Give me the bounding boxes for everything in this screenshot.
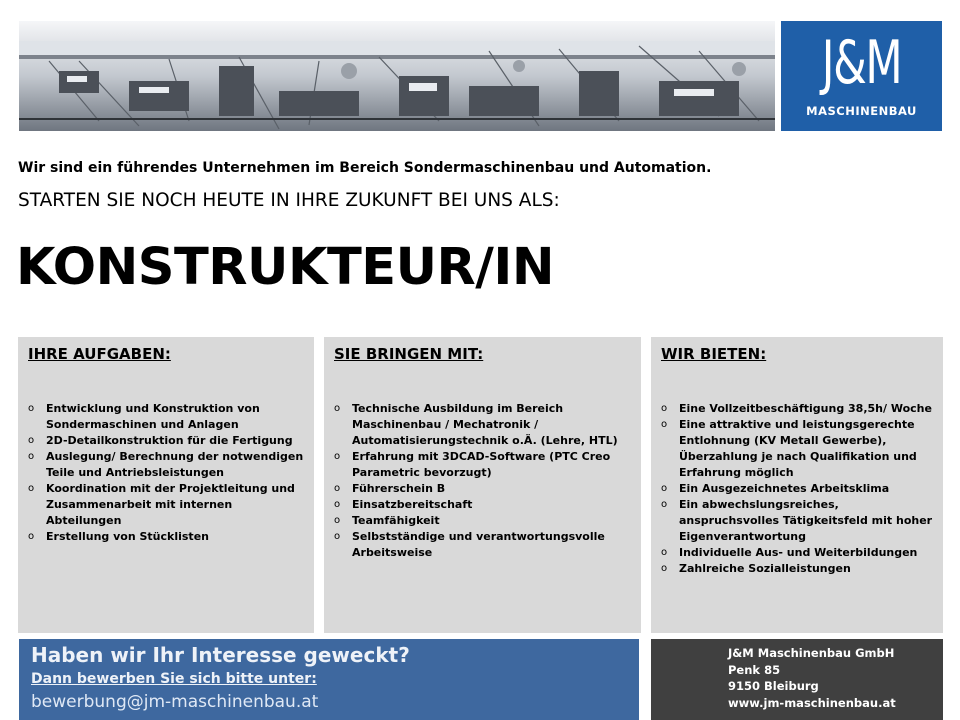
list-item: o Selbstständige und verantwortungsvolle Arbeitsweise — [334, 529, 631, 561]
list-item: o Zahlreiche Sozialleistungen — [661, 561, 933, 577]
list-item: o Einsatzbereitschaft — [334, 497, 631, 513]
benefits-column — [651, 337, 943, 633]
machinery-illustration — [19, 21, 775, 131]
benefits-list — [661, 401, 933, 577]
benefits-heading: WIR BIETEN: — [661, 345, 767, 363]
list-item: o Erstellung von Stücklisten — [28, 529, 304, 545]
list-item: o Technische Ausbildung im Bereich Maschinenbau / Mechatronik / Automatisierungstechnik o.Ä. (Lehre, HTL) — [334, 401, 631, 449]
company-address — [651, 639, 943, 720]
requirements-column — [324, 337, 641, 633]
requirements-list — [334, 401, 631, 561]
list-item: o Koordination mit der Projektleitung und Zusammenarbeit mit internen Abteilungen — [28, 481, 304, 529]
city: 9150 Bleiburg — [728, 679, 819, 693]
logo-mark: J&M — [821, 28, 902, 98]
list-item: o Auslegung/ Berechnung der notwendigen Teile und Antriebsleistungen — [28, 449, 304, 481]
application-cta — [19, 639, 639, 720]
list-item: o Teamfähigkeit — [334, 513, 631, 529]
header-banner-image — [19, 21, 775, 131]
application-email-link[interactable]: bewerbung@jm-maschinenbau.at — [31, 692, 319, 712]
company-name: J&M Maschinenbau GmbH — [728, 646, 895, 660]
intro-text: Wir sind ein führendes Unternehmen im Bereich Sondermaschinenbau und Automation. — [18, 160, 712, 176]
list-item: o Eine attraktive und leistungsgerechte Entlohnung (KV Metall Gewerbe), Überzahlung je nach Qualifikation und Erfahrung möglich — [661, 417, 933, 481]
requirements-heading: SIE BRINGEN MIT: — [334, 345, 484, 363]
tasks-list — [28, 401, 304, 545]
tasks-heading: IHRE AUFGABEN: — [28, 345, 171, 363]
job-title: KONSTRUKTEUR/IN — [16, 238, 555, 297]
logo-subtitle: MASCHINENBAU — [806, 104, 917, 118]
list-item: o Führerschein B — [334, 481, 631, 497]
cta-heading: Haben wir Ihr Interesse geweckt? — [31, 643, 410, 667]
list-item: o Entwicklung und Konstruktion von Sondermaschinen und Anlagen — [28, 401, 304, 433]
list-item: o Erfahrung mit 3DCAD-Software (PTC Creo Parametric bevorzugt) — [334, 449, 631, 481]
company-logo — [781, 21, 942, 131]
website-link[interactable]: www.jm-maschinenbau.at — [728, 695, 896, 710]
list-item: o Individuelle Aus- und Weiterbildungen — [661, 545, 933, 561]
list-item: o Ein Ausgezeichnetes Arbeitsklima — [661, 481, 933, 497]
list-item: o 2D-Detailkonstruktion für die Fertigung — [28, 433, 304, 449]
street: Penk 85 — [728, 662, 781, 677]
starten-headline: STARTEN SIE NOCH HEUTE IN IHRE ZUKUNFT BEI UNS ALS: — [18, 190, 560, 211]
list-item: o Ein abwechslungsreiches, anspruchsvolles Tätigkeitsfeld mit hoher Eigenverantwortung — [661, 497, 933, 545]
list-item: o Eine Vollzeitbeschäftigung 38,5h/ Woche — [661, 401, 933, 417]
cta-subheading: Dann bewerben Sie sich bitte unter: — [31, 671, 317, 687]
tasks-column — [18, 337, 314, 633]
